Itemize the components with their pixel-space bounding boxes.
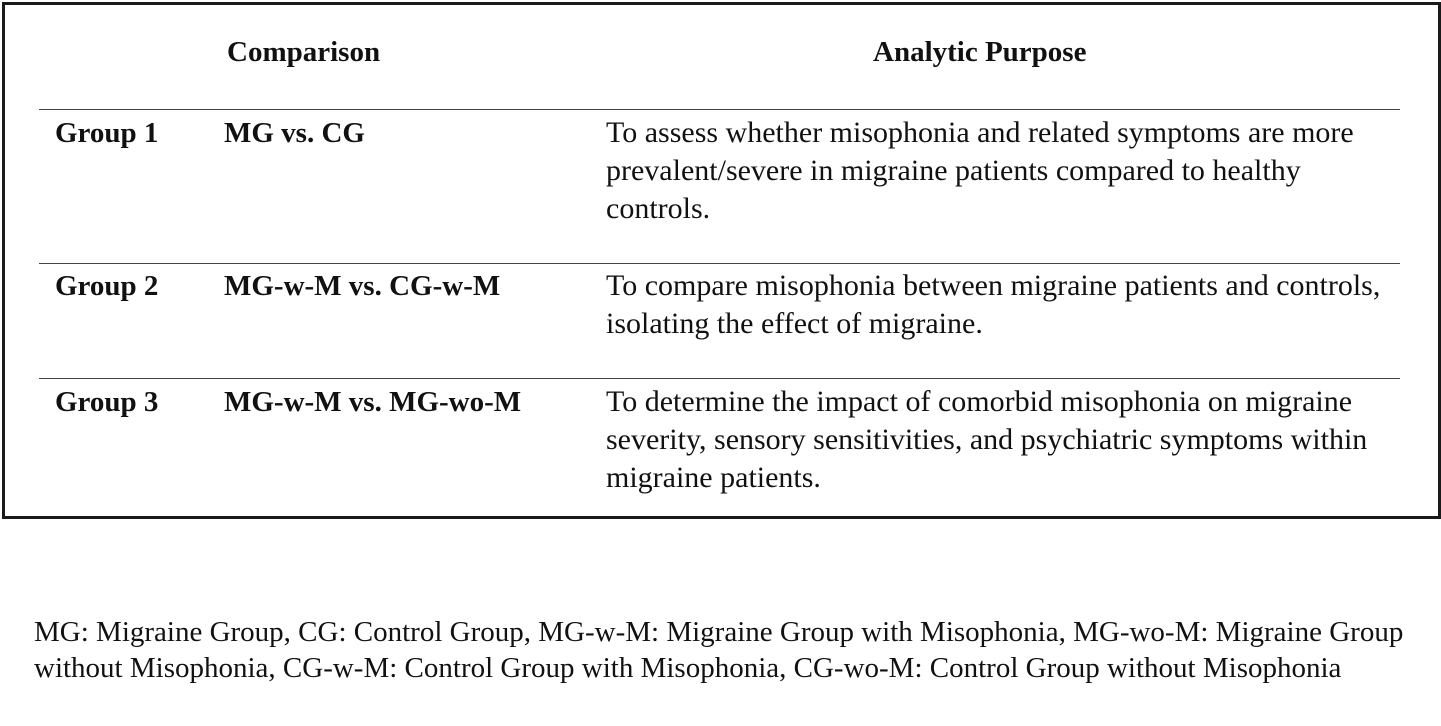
group-label: Group 2 — [55, 270, 159, 302]
purpose-cell: To assess whether misophonia and related symptoms are more prevalent/severe in migraine patients compared to healthy controls. — [606, 116, 1354, 225]
comparison-cell: MG-w-M vs. MG-wo-M — [224, 386, 522, 418]
row-divider — [39, 378, 1400, 379]
comparison-cell: MG-w-M vs. CG-w-M — [224, 270, 501, 302]
comparison-table — [2, 2, 1441, 519]
group-label: Group 1 — [55, 117, 159, 149]
row-divider — [39, 263, 1400, 264]
abbreviations-footnote: MG: Migraine Group, CG: Control Group, MG-w-M: Migraine Group with Misophonia, MG-wo-M: Migraine Group without Misophonia, CG-w-M: Control Group with Misophonia, CG-wo-M: Control Group without Misophonia — [34, 616, 1404, 684]
header-comparison: Comparison — [227, 36, 381, 68]
header-analytic-purpose: Analytic Purpose — [873, 36, 1087, 68]
group-label: Group 3 — [55, 386, 159, 418]
comparison-cell: MG vs. CG — [224, 117, 365, 149]
purpose-cell: To determine the impact of comorbid misophonia on migraine severity, sensory sensitivities, and psychiatric symptoms within migraine patients. — [606, 385, 1368, 494]
header-divider — [39, 109, 1400, 110]
purpose-cell: To compare misophonia between migraine patients and controls, isolating the effect of migraine. — [606, 269, 1381, 340]
